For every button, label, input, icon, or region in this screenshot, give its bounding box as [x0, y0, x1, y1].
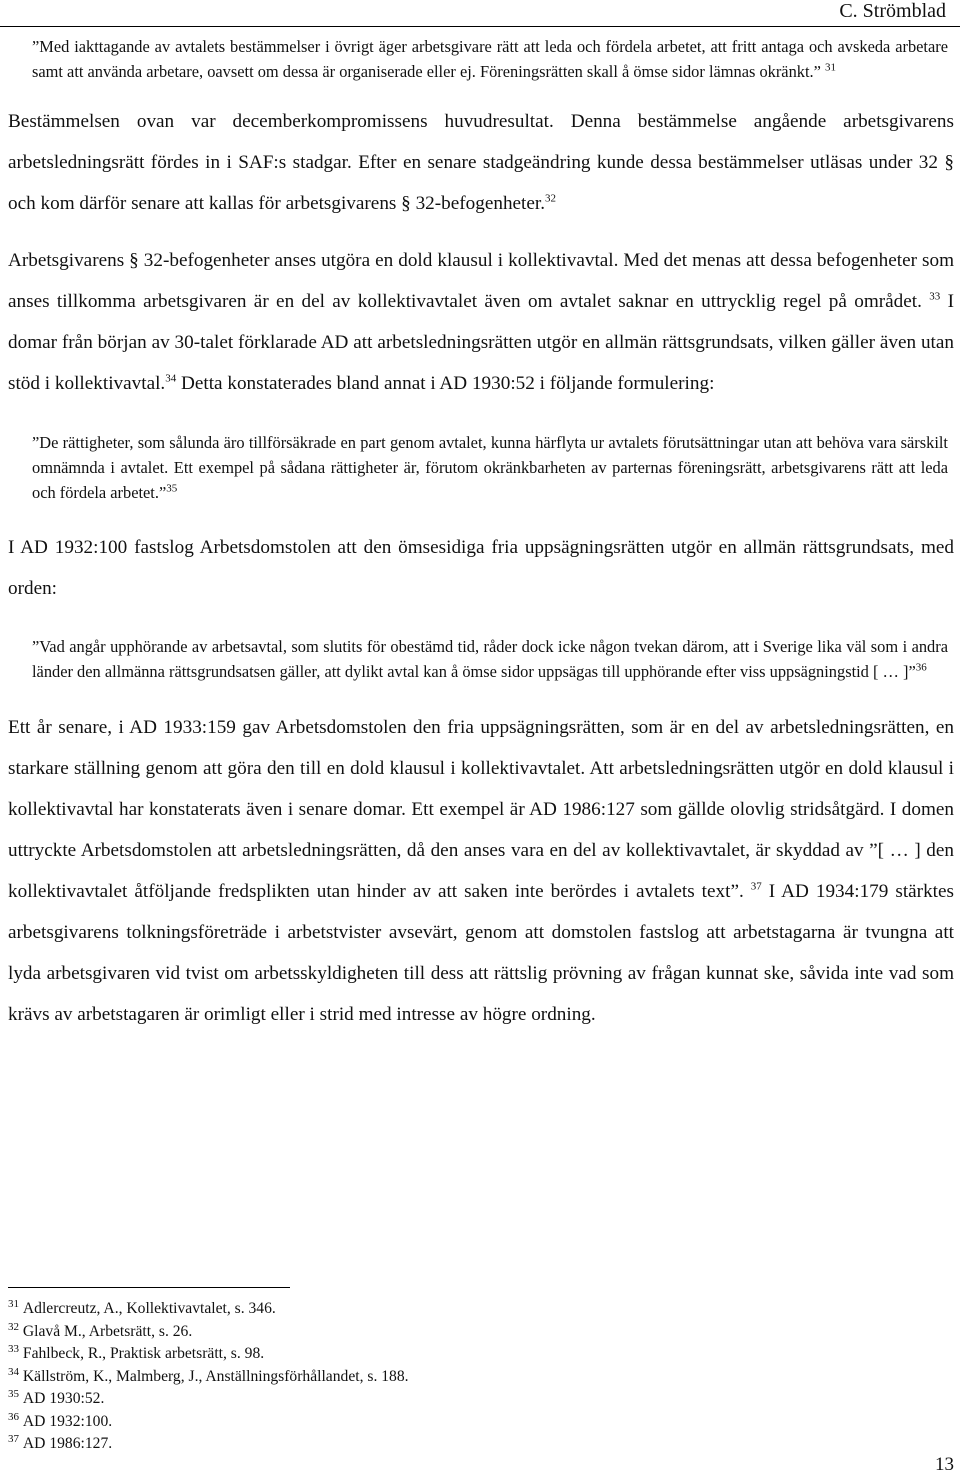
- paragraph-3-text: I AD 1932:100 fastslog Arbetsdomstolen att den ömsesidiga fria uppsägningsrätten utgör en allmän rättsgrundsats, med orden:: [8, 537, 954, 599]
- block-quote-3: [8, 634, 954, 684]
- paragraph-2: [8, 240, 954, 404]
- footnote-ref-31[interactable]: 31: [825, 61, 837, 74]
- footnote-item: [8, 1298, 409, 1321]
- quote-1-text: ”Med iakttagande av avtalets bestämmelser i övrigt äger arbetsgivare rätt att leda och fördela arbetet, att fritt antaga och avskeda arbetare samt att använda arbetare, oavsett om dessa är organiserade eller ej. Föreningsrätten skall å ömse sidor lämnas okränkt.”: [32, 37, 948, 81]
- footnote-text: Adlercreutz, A., Kollektivavtalet, s. 346.: [22, 1300, 276, 1317]
- footnote-ref-33[interactable]: 33: [929, 290, 941, 303]
- paragraph-4-text-a: Ett år senare, i AD 1933:159 gav Arbetsdomstolen den fria uppsägningsrätten, som är en del av arbetsledningsrätten, en starkare ställning genom att göra den till en dold klausul i kollektivavtalet. Att arbetsledningsrätten utgör en dold klausul i kollektivavtal har konstaterats även i senare domar. Ett exempel är AD 1986:127 som gällde olovlig stridsåtgärd. I domen uttryckte Arbetsdomstolen att arbetsledningsrätten, då den anses vara en del av kollektivavtalet, är skyddad av ”[ … ] den kollektivavtalet åtföljande fredsplikten utan hinder av att saken inte berördes i avtalets text”.: [8, 717, 954, 902]
- footnote-text: Källström, K., Malmberg, J., Anställningsförhållandet, s. 188.: [22, 1367, 409, 1385]
- footnote-ref-35[interactable]: 35: [166, 482, 178, 495]
- footnote-item: [8, 1388, 409, 1411]
- footnote-ref-36[interactable]: 36: [915, 661, 927, 674]
- footnote-item: [8, 1433, 409, 1456]
- paragraph-3: [8, 527, 954, 609]
- footnote-item: [8, 1321, 409, 1344]
- footnote-number: 34: [8, 1365, 19, 1378]
- page-header: [0, 0, 960, 27]
- footnote-number: 35: [8, 1387, 19, 1400]
- page-body: [8, 34, 954, 1035]
- footnote-number: 37: [8, 1432, 19, 1445]
- paragraph-4-text-b: I AD 1934:179 stärktes arbetsgivarens tolkningsföreträde i arbetstvister avsevärt, genom att domstolen fastslog att arbetstagarna är tvungna att lyda arbetsgivaren vid tvist om arbetsskyldigheten till dess att rättslig prövning av frågan kunnat ske, såvida inte vad som krävs av arbetstagaren är orimligt eller i strid med intresse av högre ordning.: [8, 881, 954, 1025]
- footnote-number: 31: [8, 1297, 19, 1310]
- paragraph-4: [8, 707, 954, 1035]
- footnote-number: 33: [8, 1342, 19, 1355]
- paragraph-2-text-a: Arbetsgivarens § 32-befogenheter anses utgöra en dold klausul i kollektivavtal. Med det menas att dessa befogenheter som anses tillkomma arbetsgivaren är en del av kollektivavtalet även om avtalet saknar en uttrycklig regel på området.: [8, 250, 954, 312]
- footnote-number: 36: [8, 1410, 19, 1423]
- paragraph-1: [8, 101, 954, 224]
- header-author: C. Strömblad: [839, 0, 946, 22]
- footnotes: [8, 1298, 409, 1456]
- footnote-text: AD 1930:52.: [22, 1390, 105, 1407]
- footnote-text: AD 1932:100.: [22, 1412, 113, 1430]
- footnote-separator: [8, 1287, 290, 1288]
- paragraph-2-text-c: Detta konstaterades bland annat i AD 1930:52 i följande formulering:: [176, 373, 715, 394]
- footnote-ref-34[interactable]: 34: [165, 372, 177, 385]
- quote-2-text: ”De rättigheter, som sålunda äro tillförsäkrade en part genom avtalet, kunna härflyta ur avtalets förutsättningar utan att behöva vara särskilt omnämnda i avtalet. Ett exempel på sådana rättigheter är, förutom okränkbarheten av parternas föreningsrätt, arbetsgivarens rätt att leda och fördela arbetet.”: [32, 433, 948, 502]
- footnote-item: [8, 1411, 409, 1434]
- paragraph-2-text-b: I domar från början av 30-talet förklarade AD att arbetsledningsrätten utgör en allmän rättsgrundsats, vilken gäller även utan stöd i kollektivavtal.: [8, 291, 954, 394]
- footnote-text: AD 1986:127.: [22, 1435, 113, 1452]
- footnote-ref-37[interactable]: 37: [750, 880, 762, 893]
- block-quote-2: [8, 430, 954, 505]
- paragraph-1-text: Bestämmelsen ovan var decemberkompromissens huvudresultat. Denna bestämmelse angående arbetsgivarens arbetsledningsrätt fördes in i SAF:s stadgar. Efter en senare stadgeändring kunde dessa bestämmelser utläsas under 32 § och kom därför senare att kallas för arbetsgivarens § 32-befogenheter.: [8, 111, 954, 214]
- page-number: 13: [935, 1454, 954, 1475]
- quote-3-text: ”Vad angår upphörande av arbetsavtal, som slutits för obestämd tid, råder dock icke någon tvekan därom, att i Sverige lika väl som i andra länder den allmänna rättsgrundsatsen gäller, att dylikt avtal kan å ömse sidor uppsägas till upphörande efter viss uppsägningstid [ … ]”: [32, 637, 948, 681]
- footnote-text: Fahlbeck, R., Praktisk arbetsrätt, s. 98.: [22, 1345, 265, 1362]
- footnote-text: Glavå M., Arbetsrätt, s. 26.: [22, 1322, 193, 1340]
- footnote-item: [8, 1366, 409, 1389]
- block-quote-1: [8, 34, 954, 84]
- footnote-ref-32[interactable]: 32: [545, 192, 557, 205]
- footnote-item: [8, 1343, 409, 1366]
- footnote-number: 32: [8, 1320, 19, 1333]
